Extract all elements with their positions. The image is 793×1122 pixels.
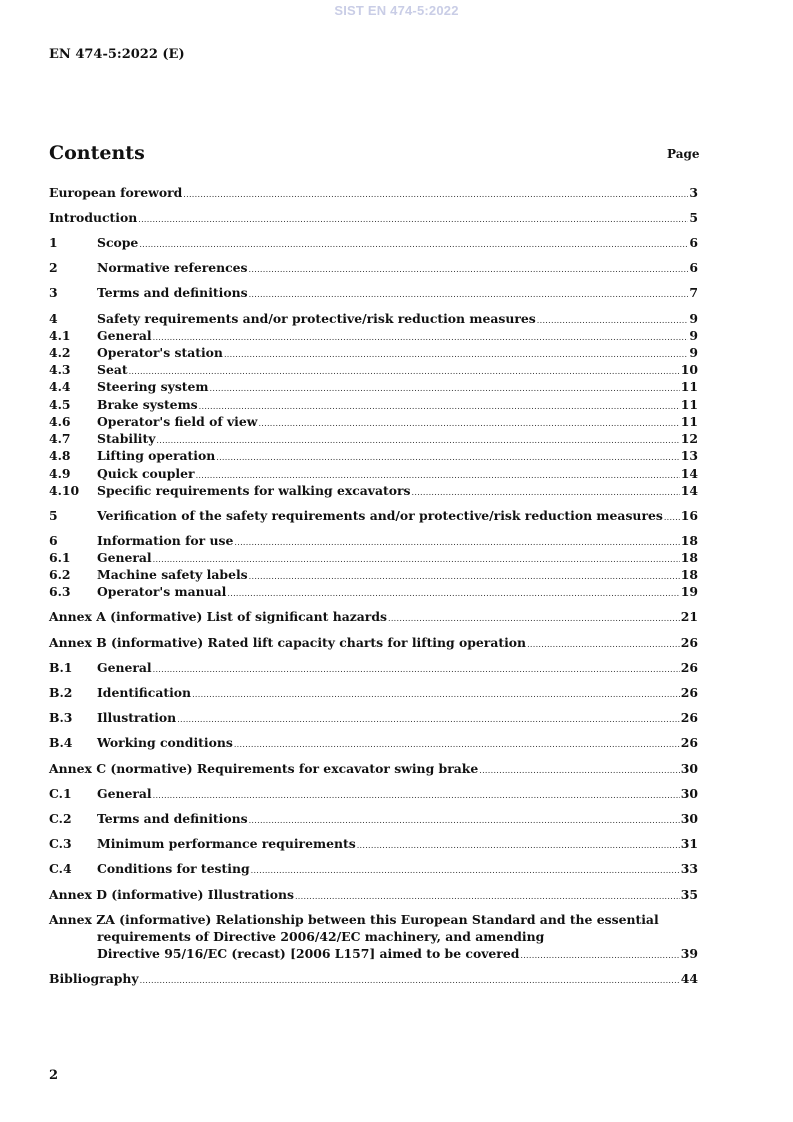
toc-page: 3 bbox=[689, 185, 698, 200]
toc-page: 5 bbox=[689, 210, 698, 225]
toc-leader-dots bbox=[520, 947, 679, 964]
toc-title: Annex C (normative) Requirements for excavator swing brake bbox=[49, 761, 479, 776]
toc-leader-dots bbox=[139, 236, 688, 253]
toc-title: Lifting operation bbox=[97, 448, 216, 463]
toc-number: C.2 bbox=[49, 811, 72, 826]
toc-page: 18 bbox=[680, 533, 698, 548]
toc-leader-dots bbox=[249, 261, 689, 278]
toc-number: B.4 bbox=[49, 735, 73, 750]
toc-number: C.4 bbox=[49, 861, 72, 876]
toc-entry-c-2[interactable] bbox=[49, 810, 698, 827]
toc-title: General bbox=[97, 786, 152, 801]
toc-title: General bbox=[97, 660, 152, 675]
toc-page: 18 bbox=[680, 550, 698, 565]
toc-page: 12 bbox=[680, 431, 698, 446]
toc-page: 26 bbox=[680, 735, 698, 750]
toc-entry-annex-za[interactable] bbox=[49, 945, 698, 962]
toc-number: 4.3 bbox=[49, 362, 71, 377]
toc-page: 39 bbox=[680, 946, 698, 961]
toc-title: Illustration bbox=[97, 710, 177, 725]
toc-leader-dots bbox=[295, 888, 680, 905]
page-column-label: Page bbox=[667, 147, 700, 161]
contents-title: Contents bbox=[49, 142, 145, 164]
toc-page: 21 bbox=[680, 609, 698, 624]
toc-title: Bibliography bbox=[49, 971, 139, 986]
toc-entry-c-4[interactable] bbox=[49, 860, 698, 877]
watermark: SIST EN 474-5:2022 bbox=[334, 3, 459, 18]
toc-title: Normative references bbox=[97, 260, 248, 275]
toc-number: 4.4 bbox=[49, 379, 71, 394]
toc-page: 9 bbox=[689, 345, 698, 360]
toc-page: 26 bbox=[680, 660, 698, 675]
toc-title: Directive 95/16/EC (recast) [2006 L157] aimed to be covered bbox=[97, 946, 520, 961]
toc-leader-dots bbox=[210, 380, 680, 397]
toc-leader-dots bbox=[479, 762, 680, 779]
toc-title: Information for use bbox=[97, 533, 234, 548]
toc-page: 11 bbox=[680, 379, 698, 394]
toc-entry-annex-za-line2: requirements of Directive 2006/42/EC machinery, and amending bbox=[97, 929, 545, 944]
toc-title: Seat bbox=[97, 362, 128, 377]
toc-title: Identification bbox=[97, 685, 192, 700]
toc-page: 31 bbox=[680, 836, 698, 851]
toc-entry-4-3[interactable] bbox=[49, 361, 698, 378]
toc-number: 1 bbox=[49, 235, 58, 250]
toc-number: 4.1 bbox=[49, 328, 71, 343]
toc-page: 11 bbox=[680, 414, 698, 429]
toc-entry-4-7[interactable] bbox=[49, 430, 698, 447]
toc-title: Safety requirements and/or protective/risk reduction measures bbox=[97, 311, 536, 326]
toc-title: General bbox=[97, 550, 152, 565]
toc-entry-bibliography[interactable] bbox=[49, 970, 698, 987]
toc-number: 3 bbox=[49, 285, 58, 300]
toc-entry-annex-b[interactable] bbox=[49, 634, 698, 651]
toc-title: Working conditions bbox=[97, 735, 233, 750]
toc-leader-dots bbox=[140, 972, 680, 989]
toc-number: 4.9 bbox=[49, 466, 71, 481]
toc-page: 44 bbox=[680, 971, 698, 986]
toc-entry-foreword[interactable] bbox=[49, 184, 698, 201]
toc-page: 11 bbox=[680, 397, 698, 412]
toc-number: B.2 bbox=[49, 685, 73, 700]
page-number: 2 bbox=[49, 1068, 59, 1083]
toc-title: Annex A (informative) List of significant hazards bbox=[49, 609, 387, 624]
toc-title: Operator's station bbox=[97, 345, 223, 360]
toc-page: 10 bbox=[680, 362, 698, 377]
toc-number: 6 bbox=[49, 533, 58, 548]
toc-entry-annex-za-line1[interactable]: Annex ZA (informative) Relationship between this European Standard and the essential bbox=[49, 912, 659, 927]
toc-title: General bbox=[97, 328, 152, 343]
document-id: EN 474-5:2022 (E) bbox=[49, 47, 185, 62]
toc-entry-4[interactable] bbox=[49, 310, 698, 327]
toc-entry-6[interactable] bbox=[49, 532, 698, 549]
toc-entry-6-2[interactable] bbox=[49, 566, 698, 583]
toc-page: 19 bbox=[680, 584, 698, 599]
toc-leader-dots bbox=[527, 636, 680, 653]
toc-leader-dots bbox=[388, 610, 680, 627]
toc-page: 16 bbox=[680, 508, 698, 523]
toc-entry-1[interactable] bbox=[49, 234, 698, 251]
toc-number: 4.5 bbox=[49, 397, 71, 412]
toc-leader-dots bbox=[183, 186, 688, 203]
toc-number: 4.10 bbox=[49, 483, 80, 498]
toc-title: Annex D (informative) Illustrations bbox=[49, 887, 294, 902]
toc-leader-dots bbox=[192, 686, 680, 703]
toc-number: 4.2 bbox=[49, 345, 71, 360]
toc-title: Scope bbox=[97, 235, 139, 250]
toc-entry-4-5[interactable] bbox=[49, 396, 698, 413]
toc-number: 2 bbox=[49, 260, 58, 275]
toc-leader-dots bbox=[251, 862, 680, 879]
toc-page: 26 bbox=[680, 685, 698, 700]
toc-title: Operator's manual bbox=[97, 584, 227, 599]
toc-title: Quick coupler bbox=[97, 466, 195, 481]
toc-entry-4-6[interactable] bbox=[49, 413, 698, 430]
toc-entry-annex-d[interactable] bbox=[49, 886, 698, 903]
toc-page: 30 bbox=[680, 761, 698, 776]
toc-title: Specific requirements for walking excavators bbox=[97, 483, 411, 498]
toc-entry-2[interactable] bbox=[49, 259, 698, 276]
toc-entry-introduction[interactable] bbox=[49, 209, 698, 226]
toc-number: 6.3 bbox=[49, 584, 71, 599]
toc-entry-b-3[interactable] bbox=[49, 709, 698, 726]
toc-leader-dots bbox=[227, 585, 679, 602]
toc-entry-b-2[interactable] bbox=[49, 684, 698, 701]
toc-page: 9 bbox=[689, 328, 698, 343]
toc-number: 4 bbox=[49, 311, 58, 326]
toc-page: 18 bbox=[680, 567, 698, 582]
toc-number: B.1 bbox=[49, 660, 73, 675]
toc-number: 4.6 bbox=[49, 414, 71, 429]
toc-leader-dots bbox=[216, 449, 680, 466]
toc-page: 35 bbox=[680, 887, 698, 902]
toc-page: 26 bbox=[680, 635, 698, 650]
toc-number: C.3 bbox=[49, 836, 72, 851]
toc-entry-5[interactable] bbox=[49, 507, 698, 524]
toc-page: 14 bbox=[680, 483, 698, 498]
toc-entry-c-3[interactable] bbox=[49, 835, 698, 852]
toc-title: Operator's field of view bbox=[97, 414, 258, 429]
toc-page: 33 bbox=[680, 861, 698, 876]
toc-entry-4-1[interactable] bbox=[49, 327, 698, 344]
toc-entry-annex-a[interactable] bbox=[49, 608, 698, 625]
toc-title: Brake systems bbox=[97, 397, 198, 412]
toc-page: 13 bbox=[680, 448, 698, 463]
toc-entry-4-9[interactable] bbox=[49, 465, 698, 482]
toc-number: 5 bbox=[49, 508, 58, 523]
toc-page: 6 bbox=[689, 260, 698, 275]
toc-number: 6.2 bbox=[49, 567, 71, 582]
toc-entry-annex-c[interactable] bbox=[49, 760, 698, 777]
toc-entry-3[interactable] bbox=[49, 284, 698, 301]
toc-number: 6.1 bbox=[49, 550, 71, 565]
toc-number: 4.7 bbox=[49, 431, 71, 446]
toc-title: Terms and definitions bbox=[97, 285, 248, 300]
toc-leader-dots bbox=[177, 711, 680, 728]
toc-page: 9 bbox=[689, 311, 698, 326]
toc-entry-b-4[interactable] bbox=[49, 734, 698, 751]
toc-entry-4-2[interactable] bbox=[49, 344, 698, 361]
toc-leader-dots bbox=[249, 286, 689, 303]
toc-number: C.1 bbox=[49, 786, 72, 801]
toc-title: European foreword bbox=[49, 185, 183, 200]
toc-leader-dots bbox=[412, 484, 680, 501]
toc-entry-4-8[interactable] bbox=[49, 447, 698, 464]
toc-entry-6-3[interactable] bbox=[49, 583, 698, 600]
toc-page: 6 bbox=[689, 235, 698, 250]
toc-leader-dots bbox=[138, 211, 688, 228]
toc-entry-4-4[interactable] bbox=[49, 378, 698, 395]
toc-leader-dots bbox=[664, 509, 680, 526]
toc-leader-dots bbox=[249, 812, 680, 829]
toc-page: 7 bbox=[689, 285, 698, 300]
toc-entry-b-1[interactable] bbox=[49, 659, 698, 676]
toc-title: Terms and definitions bbox=[97, 811, 248, 826]
toc-leader-dots bbox=[153, 787, 680, 804]
toc-page: 30 bbox=[680, 811, 698, 826]
toc-leader-dots bbox=[153, 661, 680, 678]
toc-title: Conditions for testing bbox=[97, 861, 250, 876]
toc-entry-6-1[interactable] bbox=[49, 549, 698, 566]
toc-entry-4-10[interactable] bbox=[49, 482, 698, 499]
toc-leader-dots bbox=[357, 837, 680, 854]
toc-number: B.3 bbox=[49, 710, 73, 725]
toc-leader-dots bbox=[234, 736, 680, 753]
toc-number: 4.8 bbox=[49, 448, 71, 463]
toc-entry-c-1[interactable] bbox=[49, 785, 698, 802]
toc-title: Introduction bbox=[49, 210, 138, 225]
toc-title: Verification of the safety requirements and/or protective/risk reduction measures bbox=[97, 508, 663, 523]
toc-page: 30 bbox=[680, 786, 698, 801]
toc-title: Machine safety labels bbox=[97, 567, 248, 582]
toc-page: 14 bbox=[680, 466, 698, 481]
toc-page: 26 bbox=[680, 710, 698, 725]
toc-title: Annex B (informative) Rated lift capacity charts for lifting operation bbox=[49, 635, 527, 650]
toc-title: Steering system bbox=[97, 379, 209, 394]
toc-title: Stability bbox=[97, 431, 156, 446]
toc-title: Minimum performance requirements bbox=[97, 836, 356, 851]
